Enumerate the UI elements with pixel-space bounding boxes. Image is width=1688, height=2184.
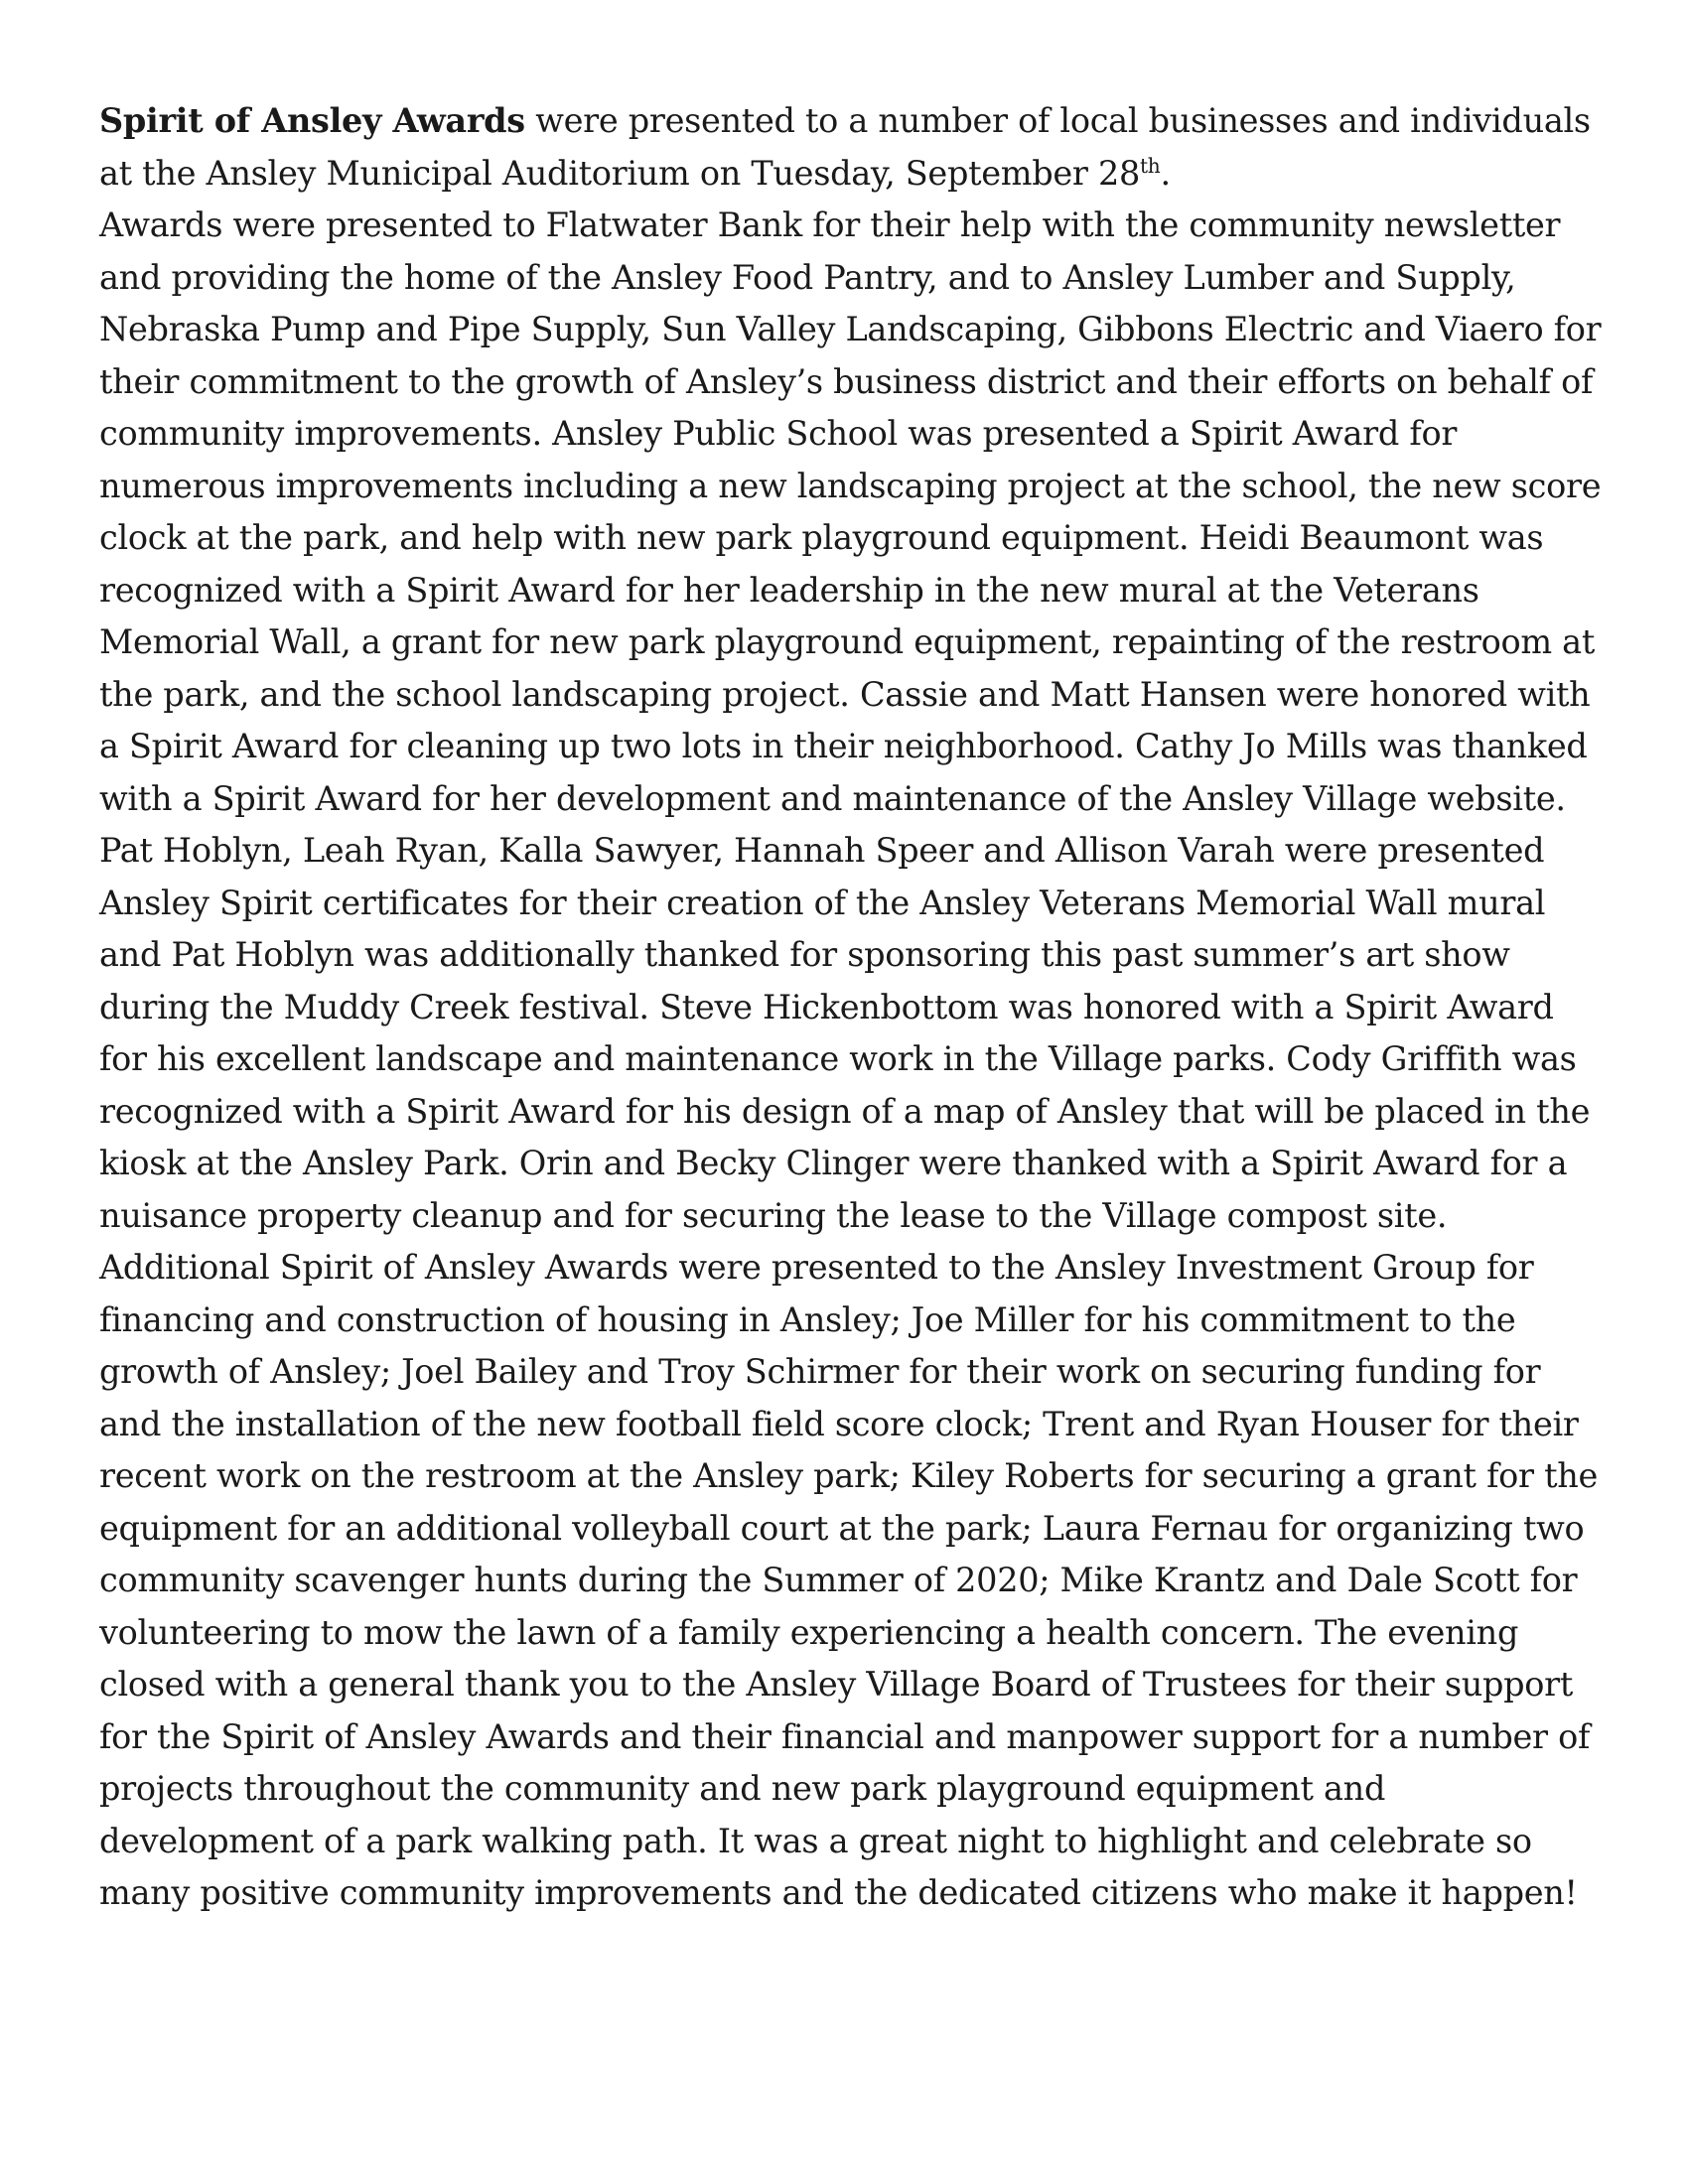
article-line: volunteering to mow the lawn of a family experiencing a health concern. The evening xyxy=(99,1612,1519,1652)
article-line: Additional Spirit of Ansley Awards were presented to the Ansley Investment Group for xyxy=(99,1248,1534,1287)
article-title: Spirit of Ansley Awards xyxy=(99,101,525,140)
article-paragraph xyxy=(99,200,1628,1920)
article-line: Memorial Wall, a grant for new park playground equipment, repainting of the restroom at xyxy=(99,622,1595,661)
article-lead-text: were presented to a number of local businesses and individuals xyxy=(524,101,1591,140)
article-line: and the installation of the new football field score clock; Trent and Ryan Houser for their xyxy=(99,1404,1579,1443)
article-line: projects throughout the community and new park playground equipment and xyxy=(99,1769,1386,1808)
article-line: and Pat Hoblyn was additionally thanked for sponsoring this past summer’s art show xyxy=(99,935,1510,974)
article-line: Awards were presented to Flatwater Bank for their help with the community newsletter xyxy=(99,205,1561,244)
article-line: their commitment to the growth of Ansley’s business district and their efforts on behalf of xyxy=(99,361,1594,401)
article-line: Pat Hoblyn, Leah Ryan, Kalla Sawyer, Hannah Speer and Allison Varah were presented xyxy=(99,831,1545,870)
article-line: during the Muddy Creek festival. Steve Hickenbottom was honored with a Spirit Award xyxy=(99,987,1554,1026)
article-line: with a Spirit Award for her development and maintenance of the Ansley Village website. xyxy=(99,778,1566,818)
article-line: Ansley Spirit certificates for their creation of the Ansley Veterans Memorial Wall mural xyxy=(99,883,1546,922)
article-line: community scavenger hunts during the Summer of 2020; Mike Krantz and Dale Scott for xyxy=(99,1561,1578,1599)
article-line: recognized with a Spirit Award for her leadership in the new mural at the Veterans xyxy=(99,570,1479,610)
article-line: nuisance property cleanup and for securing the lease to the Village compost site. xyxy=(99,1195,1448,1235)
article-line: clock at the park, and help with new park playground equipment. Heidi Beaumont was xyxy=(99,518,1544,557)
article-date-text: at the Ansley Municipal Auditorium on Tuesday, September 28 xyxy=(99,153,1141,193)
article-line: recognized with a Spirit Award for his design of a map of Ansley that will be placed in the xyxy=(99,1091,1591,1131)
article-line: growth of Ansley; Joel Bailey and Troy Schirmer for their work on securing funding for xyxy=(99,1352,1541,1391)
article-line: closed with a general thank you to the Ansley Village Board of Trustees for their support xyxy=(99,1665,1574,1704)
article-line: for his excellent landscape and maintenance work in the Village parks. Cody Griffith was xyxy=(99,1039,1577,1078)
article-line-2 xyxy=(99,148,1628,201)
article-line: equipment for an additional volleyball court at the park; Laura Fernau for organizing two xyxy=(99,1508,1585,1548)
article-line: the park, and the school landscaping project. Cassie and Matt Hansen were honored with xyxy=(99,674,1591,714)
article-line: many positive community improvements and the dedicated citizens who make it happen! xyxy=(99,1873,1578,1912)
article-line: financing and construction of housing in Ansley; Joe Miller for his commitment to the xyxy=(99,1299,1516,1339)
article-line: recent work on the restroom at the Ansley park; Kiley Roberts for securing a grant for the xyxy=(99,1456,1599,1495)
article-line: numerous improvements including a new landscaping project at the school, the new score xyxy=(99,466,1602,505)
article-line: for the Spirit of Ansley Awards and their financial and manpower support for a number of xyxy=(99,1716,1591,1756)
article-line: Nebraska Pump and Pipe Supply, Sun Valley Landscaping, Gibbons Electric and Viaero for xyxy=(99,310,1602,348)
date-ordinal-suffix: th xyxy=(1140,153,1161,178)
article-line-1 xyxy=(99,95,1628,148)
article-body xyxy=(99,95,1628,1920)
article-line: and providing the home of the Ansley Food Pantry, and to Ansley Lumber and Supply, xyxy=(99,257,1516,297)
article-line: kiosk at the Ansley Park. Orin and Becky Clinger were thanked with a Spirit Award for a xyxy=(99,1144,1568,1182)
article-line: a Spirit Award for cleaning up two lots in their neighborhood. Cathy Jo Mills was thanked xyxy=(99,727,1588,765)
article-line: community improvements. Ansley Public School was presented a Spirit Award for xyxy=(99,414,1458,453)
article-date-period: . xyxy=(1160,153,1171,193)
article-line: development of a park walking path. It was a great night to highlight and celebrate so xyxy=(99,1821,1532,1860)
